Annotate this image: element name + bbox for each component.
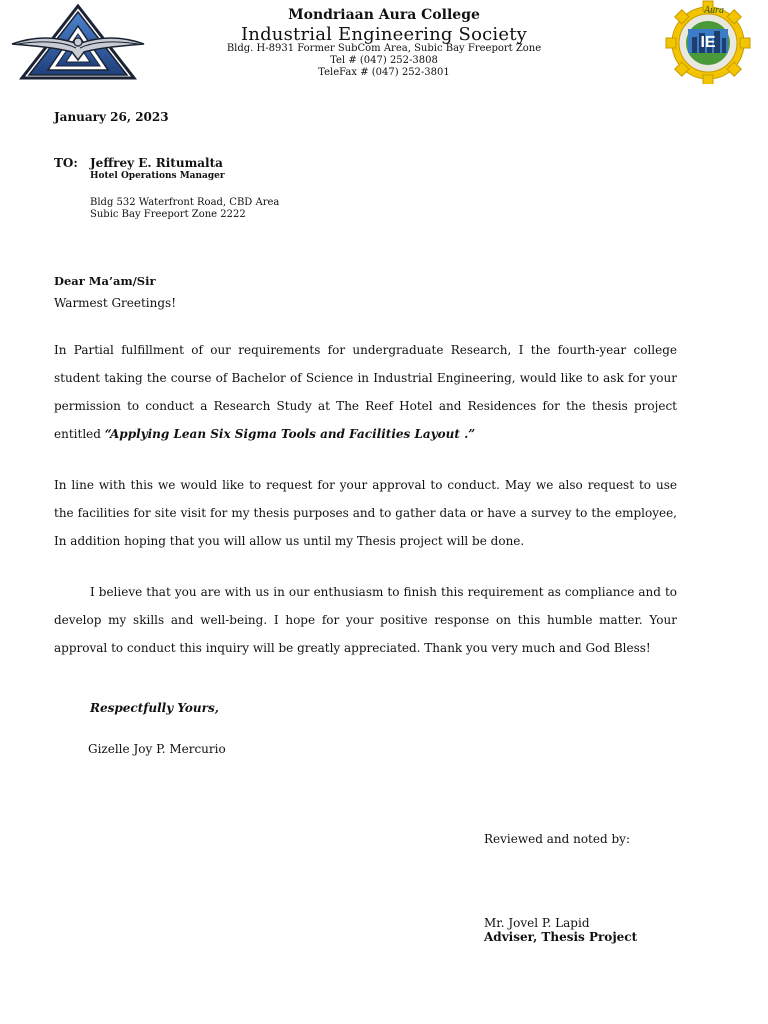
college-name: Mondriaan Aura College	[288, 7, 480, 23]
salutation: Dear Ma’am/Sir	[54, 274, 156, 288]
seal-script-text: Aura	[704, 5, 724, 16]
body-paragraph-1	[54, 336, 677, 448]
recipient-name: Jeffrey E. Ritumalta	[90, 156, 223, 170]
adviser-name: Mr. Jovel P. Lapid	[484, 916, 590, 930]
letterhead-tel: Tel # (047) 252-3808	[330, 55, 438, 66]
recipient-label: TO:	[54, 156, 78, 170]
letter-date: January 26, 2023	[54, 110, 169, 124]
closing: Respectfully Yours,	[90, 701, 219, 715]
recipient-title: Hotel Operations Manager	[90, 171, 225, 181]
adviser-title: Adviser, Thesis Project	[484, 930, 638, 944]
reviewed-label: Reviewed and noted by:	[484, 832, 630, 846]
recipient-address-line2: Subic Bay Freeport Zone 2222	[90, 209, 246, 220]
recipient-address-line1: Bldg 532 Waterfront Road, CBD Area	[90, 197, 280, 208]
signer-name: Gizelle Joy P. Mercurio	[88, 742, 226, 756]
thesis-title: “Applying Lean Six Sigma Tools and Facilities Layout .”	[104, 427, 476, 441]
letterhead-telefax: TeleFax # (047) 252-3801	[318, 67, 450, 78]
paragraph-1-text: In Partial fulfillment of our requirements for undergraduate Research, I the fourth-year college student taking the course of Bachelor of Science in Industrial Engineering, would like to ask for your permission to conduct a Research Study at The Reef Hotel and Residences for the thesis project entitled	[54, 343, 677, 441]
greeting: Warmest Greetings!	[54, 296, 177, 310]
body-paragraph-2: In line with this we would like to request for your approval to conduct. May we also request to use the facilities for site visit for my thesis purposes and to gather data or have a survey to the employee, In addition hoping that you will allow us until my Thesis project will be done.	[54, 478, 677, 548]
svg-text:IE: IE	[700, 34, 716, 51]
paragraph-3-text: I believe that you are with us in our enthusiasm to finish this requirement as compliance and to develop my skills and well-being. I hope for your positive response on this humble matter. Your approval to conduct this inquiry will be greatly appreciated. Thank you very much and God Bless!	[54, 585, 677, 655]
society-name: Industrial Engineering Society	[240, 24, 528, 45]
letterhead-address: Bldg. H-8931 Former SubCom Area, Subic Bay Freeport Zone	[226, 43, 542, 54]
body-paragraph-3	[54, 578, 677, 662]
